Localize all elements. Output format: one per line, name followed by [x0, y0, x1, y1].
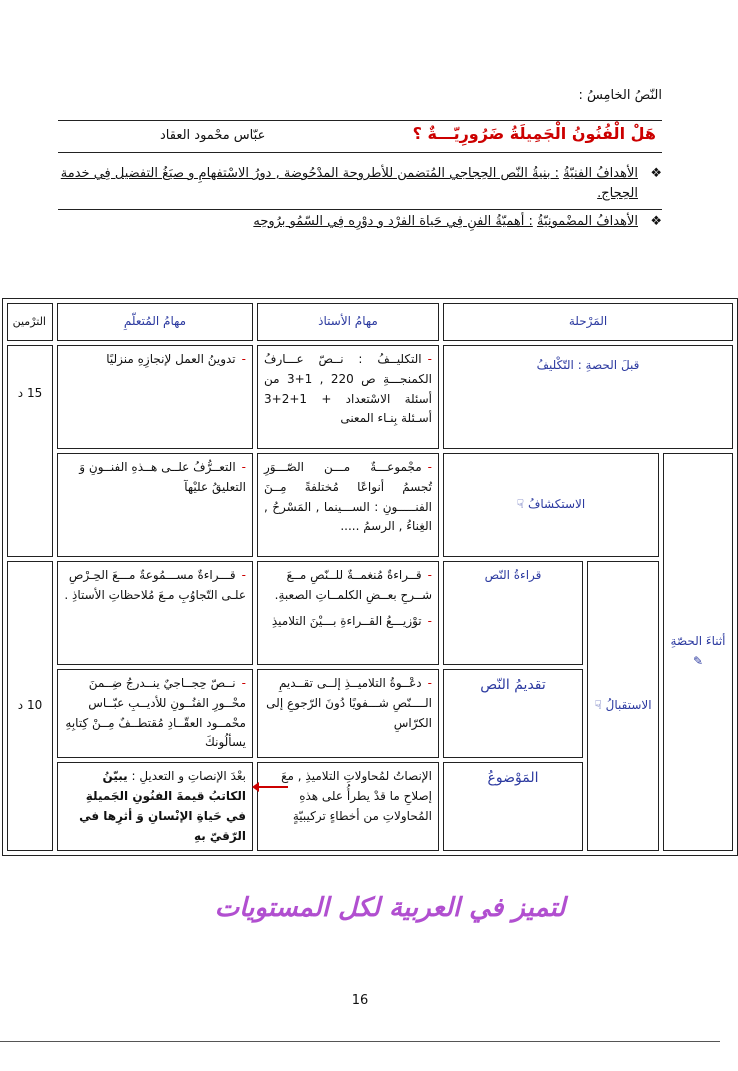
dash-bullet-icon: -	[427, 613, 432, 628]
teacher-text: دعْــوةُ التلاميــذِ إلــى تقــديمِ الــــنّصِ شـــفويًا دُونَ الرّجوعِ إلى الكرّاسِ	[266, 676, 432, 730]
teacher-task-topic	[257, 762, 439, 851]
stage-before-lesson: قبلَ الحصةِ : التّكْليفُ	[443, 345, 733, 449]
teacher-task-present	[257, 669, 439, 758]
header-rule-2	[58, 152, 662, 153]
objective-label: الأهدافُ الفنيّةُ	[563, 166, 638, 181]
teacher-task-reading	[257, 561, 439, 665]
dash-bullet-icon: -	[427, 568, 432, 582]
header-time: الترْمين	[7, 303, 53, 341]
teacher-text: التكليــفُ : نــصّ عـــارفُ الكمنجـــةِ ص 220 , 1+3 من أسئلة الاسْتعداد + 1+2+3 أسـئلة بِنـاء المعنى	[264, 352, 432, 426]
stage-reception	[587, 561, 659, 851]
stage-label: الاستقبالُ	[605, 698, 652, 713]
dash-bullet-icon: -	[427, 460, 432, 474]
learner-task-reading	[57, 561, 253, 665]
diamond-bullet-icon: ❖	[650, 214, 662, 229]
author-name: عبّاس محْمود العقاد	[160, 128, 266, 143]
watermark: لتميز في العربية لكل المستويات	[214, 893, 566, 923]
dash-bullet-icon: -	[427, 352, 432, 366]
lesson-plan-table	[2, 298, 738, 856]
header-learner: مهامُ المُتعلّمِ	[57, 303, 253, 341]
learner-text: قـــراءةٌ مســـمُوعةٌ مـــعَ الحِـرْصِ علـى التّجاوُبِ مـعَ مُلاحظاتِ الأستاذِ .	[64, 568, 246, 602]
stage-present: تقديمُ النّص	[443, 669, 583, 758]
header-rule-top	[58, 120, 662, 121]
learner-text: التعــرُّفُ علــى هــذهِ الفنــونِ وَ التعليقُ عليْهآ	[79, 460, 246, 494]
objective-artistic	[48, 164, 662, 204]
dash-bullet-icon: -	[241, 676, 246, 690]
dash-bullet-icon: -	[241, 352, 246, 366]
diamond-bullet-icon: ❖	[650, 166, 662, 181]
time-15: 15 د	[7, 345, 53, 557]
pointing-hand-icon: ☟	[516, 497, 525, 512]
objective-text: : أهميّةُ الفنِ فِي حَياة الفرْد و دوْرِه فِي السّمُو برُوحِه	[253, 214, 533, 229]
stage-label: الاستكشافُ	[527, 497, 586, 512]
objective-label: الأهدافُ المضْمونيّةُ	[536, 214, 638, 229]
stage-topic: المَوْضوعُ	[443, 762, 583, 851]
stage-discovery	[443, 453, 659, 557]
teacher-task-discovery	[257, 453, 439, 557]
arrow-left-icon	[258, 786, 288, 788]
header-stage: المَرْحلة	[443, 303, 733, 341]
lesson-title: هَلْ الْفُنُونُ الْجَمِيلَةُ ضَرُورِيّـــةٌ ؟	[412, 124, 656, 143]
learner-task-present	[57, 669, 253, 758]
header-rule-3	[58, 209, 662, 210]
teacher-text: الإنصاتُ لمُحاولاتِ التلاميذِ , معَ إصلاحِ ما قدْ يطرأُ على هذهِ المُحاولاتِ من أخطاءٍ تركيبيّةٍ	[281, 769, 432, 823]
pencil-icon: ✎	[693, 654, 704, 669]
learner-conclusion: يبيّنُ الكاتبُ قيمةَ الفنُونِ الجَميلةِ في حَياةِ الإنْسانِ وَ أثرِها في الرّقيّ بهِ	[79, 769, 246, 843]
pointing-hand-icon: ☟	[594, 698, 602, 713]
footer-rule	[0, 1041, 720, 1042]
time-10: 10 د	[7, 561, 53, 851]
dash-bullet-icon: -	[241, 460, 246, 474]
learner-prefix: بعْدَ الإنصاتِ و التعديلِ :	[131, 769, 246, 784]
stage-label: أثناءَ الحصّةِ	[670, 634, 726, 649]
stage-during-lesson	[663, 453, 733, 851]
text-label: النّصُ الخامِسُ :	[578, 88, 662, 103]
dash-bullet-icon: -	[241, 568, 246, 582]
objective-content	[78, 214, 662, 229]
teacher-text: قــراءةٌ مُنغمــةٌ للــنّصِ مــعَ شــرحِ بعــضِ الكلمــاتِ الصعبةِ.	[274, 568, 432, 602]
header-teacher: مهامُ الأستاذ	[257, 303, 439, 341]
learner-text: تدوينُ العمل لإنجازِهِ منزليًا	[106, 352, 236, 366]
learner-task-topic	[57, 762, 253, 851]
page-number: 16	[351, 993, 369, 1008]
stage-reading: قراءةُ النّص	[443, 561, 583, 665]
learner-task-discovery	[57, 453, 253, 557]
learner-task-assignment	[57, 345, 253, 449]
teacher-text: مجْموعـــةٌ مـــن الصّـــوَرِ تُجسمُ أنواعًا مُختلفةً مِــنَ الفنـــــونِ : الســـينما , المَسْرحُ , الغِناءُ , الرسمُ .....	[264, 460, 432, 534]
dash-bullet-icon: -	[427, 676, 432, 690]
teacher-task-assignment	[257, 345, 439, 449]
teacher-text: توْزيـــعُ القــراءةِ بـــيْنَ التلاميذِ	[271, 613, 422, 628]
objective-text: : بنيةُ النّص الحِجاجي المُتضمن للأطروحة المدْحُوضة , دورُ الاسْتفهامِ و صيَغُ التفضيل فِي خدمة الحِجاج.	[60, 166, 638, 202]
learner-text: نــصّ حِجــاجيٌ ينــدرجُ ضِــمنَ محْــورِ الفنُــونِ للأديــبِ عبّــاس محْمــود العقّــادِ مُقتطــفٌ مِــنْ كِتابِهِ يسألُونكَ	[65, 676, 246, 750]
